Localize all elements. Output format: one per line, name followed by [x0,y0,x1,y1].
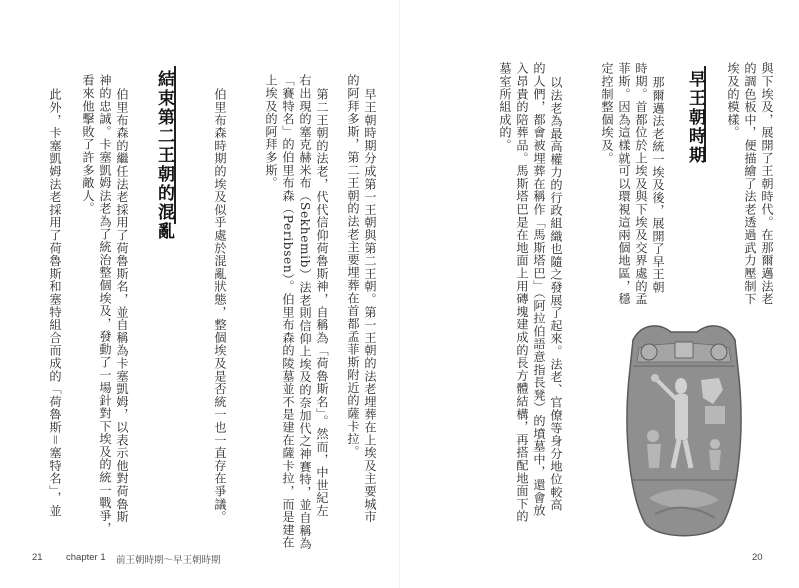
left-section-heading: 結束第二王朝的混亂 [154,70,174,241]
left-text-column-5: 「賽特名」的伯里布森（Peribsen）。伯里布森的陵墓並不是建在薩卡拉，而是建在 [281,74,295,549]
right-text-column-4: 那爾邁法老統一埃及後，展開了早王朝 [651,76,665,294]
narmer-palette-image [619,318,749,543]
right-text-column-8: 以法老為最高權力的行政組織也隨之發展了起來。法老、官僚等身分地位較高 [549,76,563,512]
right-text-column-11: 墓室所組成的。 [498,62,512,152]
right-text-column-7: 定控制整個埃及。 [600,62,614,165]
chapter-label: chapter 1 [66,552,106,563]
left-text-column-1: 早王朝時期分成第一王朝與第二王朝。第一王朝的法老埋葬在上埃及主要城市 [363,88,377,524]
right-text-column-10: 入昂貴的陪葬品。馬斯塔巴是在地面上用磚塊建成的長方體結構，再搭配地面下的 [515,62,529,523]
left-page-number: 21 [32,552,43,563]
left-text-column-4: 右出現的塞克赫米布（Sekhemib）法老則信仰上埃及的奈加代之神賽特，並自稱為 [298,74,312,550]
left-text-column-9: 神的忠誠。卡塞凱姆法老為了統治整個埃及，發動了一場針對下埃及的統一戰爭， [98,74,112,535]
left-text-column-3: 第二王朝的法老，代代信仰荷魯斯神，自稱為「荷魯斯名」。然而，中世紀左 [315,88,329,518]
right-text-column-5: 時期。首都位於上埃及與下埃及交界處的孟 [634,62,648,306]
left-text-column-7: 伯里布森時期的埃及似乎處於混亂狀態，整個埃及是否統一也一直存在爭議。 [213,88,227,524]
right-section-heading: 早王朝時期 [685,70,705,165]
right-text-column-2: 的調色板中，便描繪了法老透過武力壓制下 [743,62,757,306]
right-page-number: 20 [752,552,763,563]
right-text-column-1: 與下埃及，展開了王朝時代。在那爾邁法老 [760,62,774,306]
right-text-column-3: 埃及的模樣。 [726,62,740,139]
right-text-column-9: 的人們，都會被埋葬在稱作「馬斯塔巴」（阿拉伯語意指長凳）的墳墓中，還會放 [532,62,546,517]
running-title: 前王朝時期～早王朝時期 [116,555,221,566]
book-gutter [399,0,400,588]
left-text-column-8: 伯里布森的繼任法老採用了荷魯斯名，並自稱為卡塞凱姆，以表示他對荷魯斯 [115,88,129,524]
left-text-column-6: 上埃及的阿拜多斯。 [264,74,278,190]
left-text-column-2: 的阿拜多斯，第二王朝的法老主要埋葬在首都孟菲斯附近的薩卡拉。 [346,74,360,458]
right-text-column-6: 菲斯。因為這樣就可以環視這兩個地區，穩 [617,62,631,306]
left-text-column-10: 看來他擊敗了許多敵人。 [81,74,95,215]
left-text-column-11: 此外，卡塞凱姆法老採用了荷魯斯和塞特組合而成的「荷魯斯＝塞特名」，並 [48,88,62,518]
